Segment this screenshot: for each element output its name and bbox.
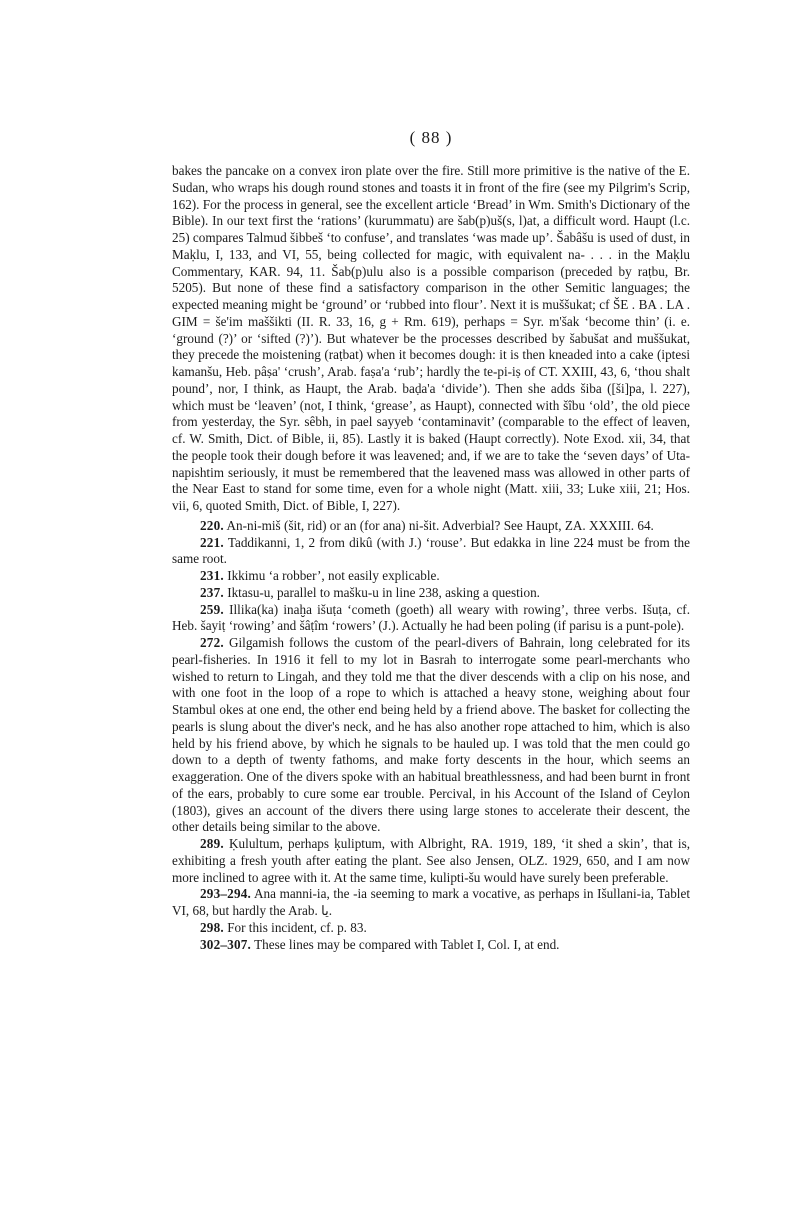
note-293-294 bbox=[172, 886, 690, 920]
note-text: Ikkimu ‘a robber’, not easily explicable. bbox=[227, 568, 440, 583]
note-number: 221. bbox=[200, 534, 224, 550]
note-text: Ḳulultum, perhaps ḳuliptum, with Albright, RA. 1919, 189, ‘it shed a skin’, that is, exhibiting a fresh youth after eating the plant. See also Jensen, OLZ. 1929, 650, and I am now more inclined to agree with it. At the same time, kulipti-šu would have surely been preferable. bbox=[172, 836, 690, 885]
note-number: 231. bbox=[200, 568, 224, 583]
note-number: 298. bbox=[200, 919, 224, 935]
note-number: 293–294. bbox=[200, 886, 252, 902]
note-number: 259. bbox=[200, 601, 224, 617]
note-number: 302–307. bbox=[200, 936, 252, 952]
note-220 bbox=[172, 518, 690, 535]
note-259 bbox=[172, 602, 690, 636]
note-text: For this incident, cf. p. 83. bbox=[227, 919, 367, 935]
page-content bbox=[172, 128, 690, 953]
note-298 bbox=[172, 920, 690, 937]
note-number: 272. bbox=[200, 635, 224, 650]
note-text: These lines may be compared with Tablet I, Col. I, at end. bbox=[254, 936, 560, 952]
note-221 bbox=[172, 535, 690, 569]
note-289 bbox=[172, 836, 690, 886]
note-number: 237. bbox=[200, 584, 224, 600]
intro-paragraph: bakes the pancake on a convex iron plate over the fire. Still more primitive is the native of the E. Sudan, who wraps his dough round stones and toasts it in front of the fire (see my Pilgrim's Scrip, 162). For the process in general, see the excellent article ‘Bread’ in Wm. Smith's Dictionary of the Bible). In our text first the ‘rations’ (kurummatu) are šab(p)uš(s, l)at, a difficult word. Haupt (l.c. 25) compares Talmud šibbeš ‘to confuse’, and translates ‘was made up’. Šabâšu is used of dust, in Maḳlu, I, 133, and VI, 55, being collected for magic, with equivalent na- . . . in the Maḳlu Commentary, KAR. 94, 11. Šab(p)ulu also is a possible comparison (preceded by raṭbu, Br. 5205). But none of these find a satisfactory comparison in the other Semitic languages; the expected meaning might be ‘ground’ or ‘rubbed into flour’. Next it is muššukat; cf ŠE . BA . LA . GIM = še'im maššikti (II. R. 33, 16, g + Rm. 619), perhaps = Syr. m'šak ‘become thin’ (i. e. ‘ground (?)’ or ‘sifted (?)’). But whatever be the processes described by šabušat and muššukat, they precede the moistening (raṭbat) when it becomes dough: it is then kneaded into a cake (iptesi kamanšu, Heb. pâṣa' ‘crush’, Arab. faṣa'a ‘rub’; hardly the te-pi-iṣ of CT. XXIII, 43, 6, ‘thou shalt pound’, nor, I think, as Haupt, the Arab. baḍa'a ‘divide’). Then she adds šiba ([ši]pa, l. 227), which must be ‘leaven’ (not, I think, ‘grease’, as Haupt), connected with šîbu ‘old’, the old piece from yesterday, the Syr. sêbh, in pael sayyeb ‘contaminavit’ (comparable to the effect of leaven, cf. W. Smith, Dict. of Bible, ii, 85). Lastly it is baked (Haupt correctly). Note Exod. xii, 34, that the people took their dough before it was leavened; and, if we are to take the ‘seven days’ of Uta-napishtim seriously, it must be remembered that the leavened mass was allowed in other parts of the Near East to stand for some time, even for a whole night (Matt. xiii, 33; Luke xiii, 21; Hos. vii, 6, quoted Smith, Dict. of Bible, I, 227). bbox=[172, 163, 690, 513]
note-text: Illika(ka) inaḫa išuṭa ‘cometh (goeth) all weary with rowing’, three verbs. Išuṭa, cf. Heb. šayiṭ ‘rowing’ and šâṭîm ‘rowers’ (J.). Actually he had been poling (if parisu is a punt-pole). bbox=[172, 601, 690, 634]
note-272 bbox=[172, 635, 690, 836]
note-text: An-ni-miš (šit, rid) or an (for ana) ni-šit. Adverbial? See Haupt, ZA. XXXIII. 64. bbox=[226, 517, 654, 533]
note-number: 220. bbox=[200, 517, 224, 533]
note-231 bbox=[172, 568, 690, 585]
note-text: Taddikanni, 1, 2 from dikû (with J.) ‘rouse’. But edakka in line 224 must be from the same root. bbox=[172, 534, 690, 567]
note-302-307 bbox=[172, 937, 690, 954]
note-text: Gilgamish follows the custom of the pearl-divers of Bahrain, long celebrated for its pearl-fisheries. In 1916 it fell to my lot in Basrah to interrogate some pearl-merchants who wished to return to Lingah, and they told me that the diver descends with a clip on his nose, and with one foot in the loop of a rope to which is attached a heavy stone, weighing about four Stambul okes at one end, the other end being held by a friend above. The basket for collecting the pearls is slung about the diver's neck, and he has also another rope attached to him, which is also held by his friend above, by which he signals to be hauled up. I was told that the men could go down to a depth of twenty fathoms, and make forty descents in the hour, which seems an exaggeration. One of the divers spoke with an habitual breathlessness, and had been burnt in front of the ears, probably to cure some ear trouble. Percival, in his Account of the Island of Ceylon (1803), gives an account of the divers there using large stones to accelerate their descent, the other details being similar to the above. bbox=[172, 635, 691, 835]
note-text: Ana manni-ia, the -ia seeming to mark a vocative, as perhaps in Išullani-ia, Tablet VI, 68, but hardly the Arab. يا. bbox=[172, 886, 690, 918]
note-237 bbox=[172, 585, 690, 602]
note-number: 289. bbox=[200, 836, 224, 851]
page-number: ( 88 ) bbox=[409, 128, 453, 147]
note-text: Iktasu-u, parallel to mašku-u in line 238, asking a question. bbox=[227, 584, 540, 600]
